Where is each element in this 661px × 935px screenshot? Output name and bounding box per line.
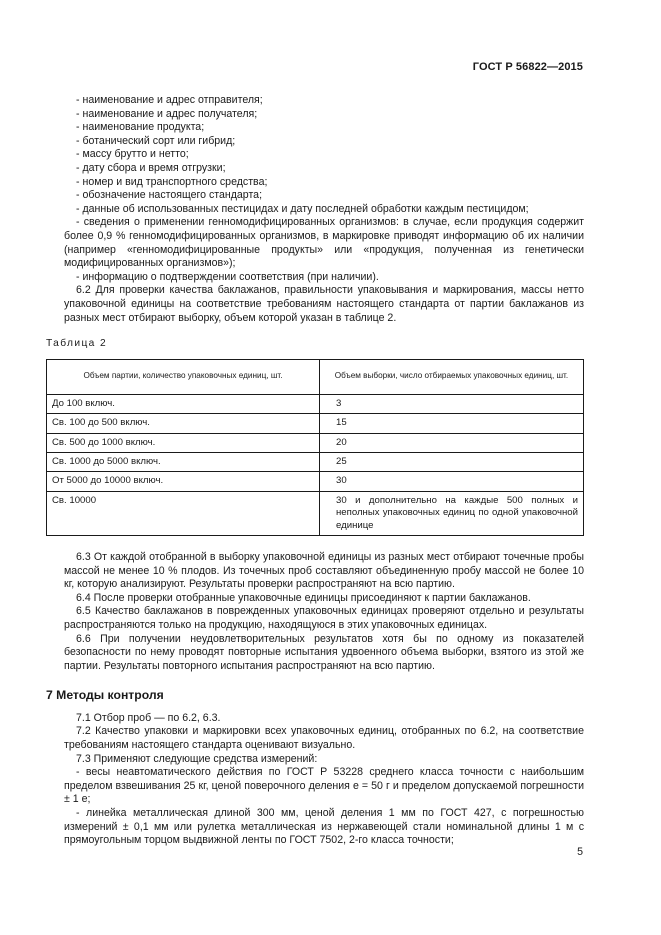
table-cell: До 100 включ. xyxy=(47,394,320,413)
paragraph-7-1: 7.1 Отбор проб — по 6.2, 6.3. xyxy=(76,711,221,724)
table-cell: Св. 500 до 1000 включ. xyxy=(47,433,320,452)
table-header-row xyxy=(47,359,584,394)
table-cell: От 5000 до 10000 включ. xyxy=(47,472,320,491)
table-cell: 25 xyxy=(320,452,584,471)
sampling-paragraphs xyxy=(64,551,584,673)
paragraph-6-6: 6.6 При получении неудовлетворительных результатов хотя бы по одному из показателей безопасности по нему проводят повторные испытания удвоенного объема выборки, взятого из этой же партии. Результаты повторного испытания распространяют на всю партию. xyxy=(64,632,584,672)
list-item: - данные об использованных пестицидах и дату последней обработки каждым пестицидом; xyxy=(76,202,529,215)
list-item: - массу брутто и нетто; xyxy=(76,148,189,161)
paragraph-7-2: 7.2 Качество упаковки и маркировки всех упаковочных единиц, отобранных по 6.2, на соответствие требованиям настоящего стандарта оценивают визуально. xyxy=(64,725,584,752)
table-row xyxy=(47,433,584,452)
table-row xyxy=(47,452,584,471)
section-7-body xyxy=(64,712,584,848)
table-cell: Св. 100 до 500 включ. xyxy=(47,414,320,433)
page-number: 5 xyxy=(577,846,583,858)
table-cell: 20 xyxy=(320,433,584,452)
list-item: - обозначение настоящего стандарта; xyxy=(76,189,263,202)
table-cell: Св. 1000 до 5000 включ. xyxy=(47,452,320,471)
column-header: Объем выборки, число отбираемых упаковочных единиц, шт. xyxy=(320,359,584,394)
paragraph-6-3: 6.3 От каждой отобранной в выборку упаковочной единицы из разных мест отбирают точечные пробы массой не менее 10 % плодов. Из точечных проб составляют объединенную пробу массой не более 10 кг, которую анализируют. Результаты проверки распространяют на всю партию. xyxy=(64,550,584,591)
list-item: - сведения о применении генномодифицированных организмов: в случае, если продукция содержит более 0,9 % генномодифицированных организмов, в маркировке приводят информацию об их наличии (например «генномодифицированные продукты» или «продукция, полученная из генетически модифицированных организмов»); xyxy=(64,216,584,270)
paragraph-6-4: 6.4 После проверки отобранные упаковочные единицы присоединяют к партии баклажанов. xyxy=(76,591,531,604)
table-cell: Св. 10000 xyxy=(47,491,320,535)
paragraph-7-3: 7.3 Применяют следующие средства измерений: xyxy=(76,752,318,765)
marking-list xyxy=(64,94,584,284)
list-item: - информацию о подтверждении соответствия (при наличии). xyxy=(76,270,379,283)
page-content xyxy=(46,94,584,848)
column-header: Объем партии, количество упаковочных единиц, шт. xyxy=(47,359,320,394)
document-header: ГОСТ Р 56822—2015 xyxy=(472,61,583,73)
table-row xyxy=(47,394,584,413)
sample-size-table xyxy=(46,359,584,536)
table-row xyxy=(47,491,584,535)
table-row xyxy=(47,414,584,433)
list-item: - линейка металлическая длиной 300 мм, ценой деления 1 мм по ГОСТ 427, с погрешностью измерений ± 0,1 мм или рулетка металлическая из нержавеющей стали номинальной длины 1 м с прямоугольным торцом выдвижной ленты по ГОСТ 7502, 2-го класса точности; xyxy=(64,807,584,847)
list-item: - ботанический сорт или гибрид; xyxy=(76,134,236,147)
list-item: - наименование продукта; xyxy=(76,121,205,134)
list-item: - дату сбора и время отгрузки; xyxy=(76,161,226,174)
table-cell: 30 и дополнительно на каждые 500 полных и неполных упаковочных единиц по одной упаковочной единице xyxy=(320,491,584,535)
table-cell: 30 xyxy=(320,472,584,491)
section-7-title: 7 Методы контроля xyxy=(46,688,164,703)
list-item: - наименование и адрес получателя; xyxy=(76,107,258,120)
list-item: - номер и вид транспортного средства; xyxy=(76,175,268,188)
table-cell: 15 xyxy=(320,414,584,433)
table-cell: 3 xyxy=(320,394,584,413)
list-item: - наименование и адрес отправителя; xyxy=(76,94,263,106)
paragraph-6-5: 6.5 Качество баклажанов в поврежденных упаковочных единицах проверяют отдельно и результаты распространяются только на продукцию, находящуюся в этих упаковочных единицах. xyxy=(64,605,584,631)
table-caption: Таблица 2 xyxy=(46,338,108,350)
paragraph-6-2: 6.2 Для проверки качества баклажанов, правильности упаковывания и маркирования, массы нетто упаковочной единицы на соответствие требованиям настоящего стандарта от партии баклажанов из разных мест отбирают выборку, объем которой указан в таблице 2. xyxy=(64,284,584,324)
list-item: - весы неавтоматического действия по ГОСТ Р 53228 среднего класса точности с наибольшим пределом взвешивания 25 кг, ценой поверочного деления е = 50 г и пределом допускаемой погрешности ± 1 е; xyxy=(64,766,584,806)
table-row xyxy=(47,472,584,491)
